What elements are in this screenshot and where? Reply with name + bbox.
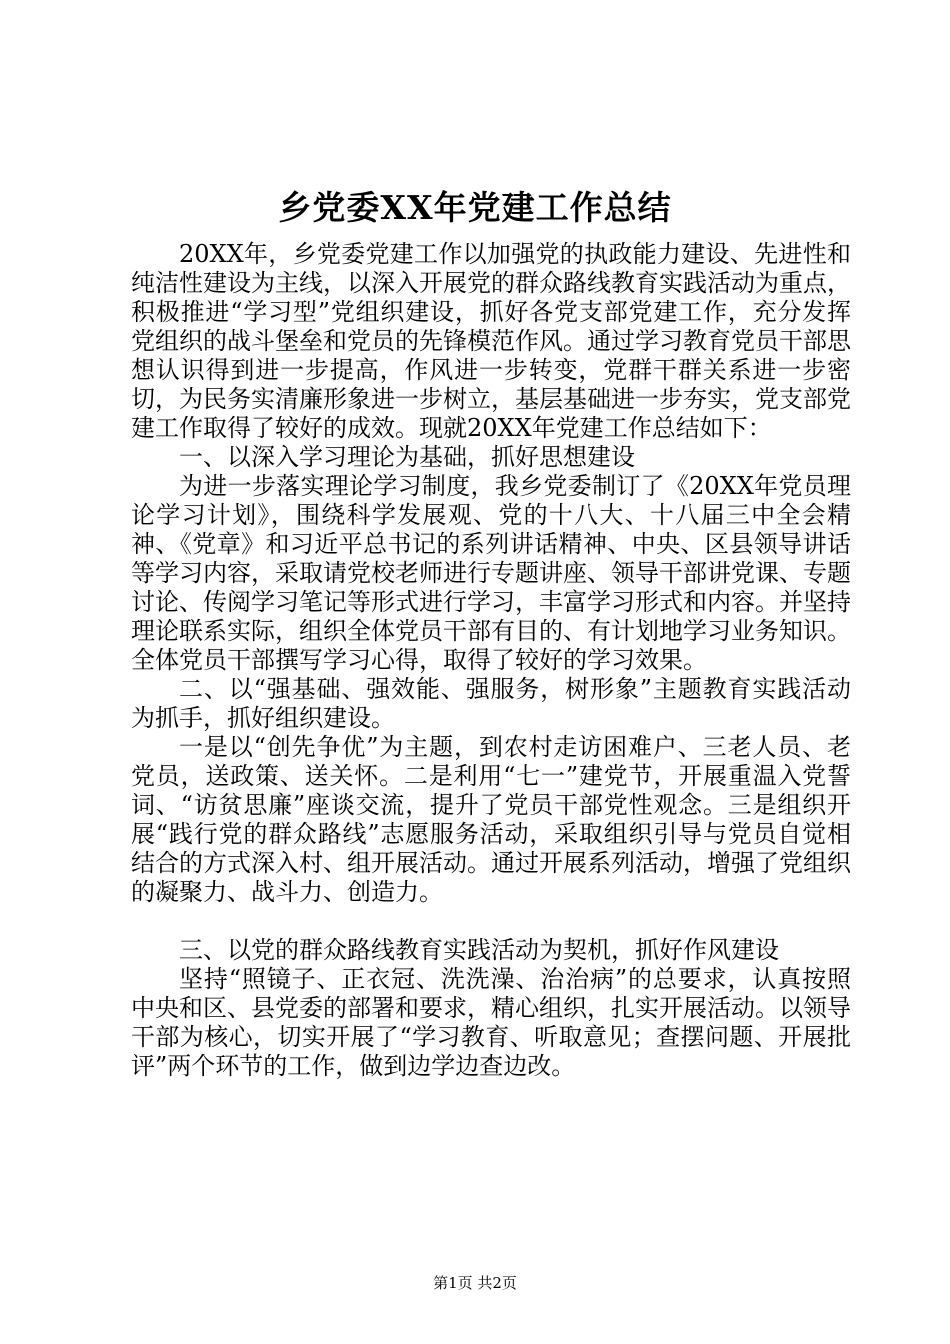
- paragraph-section-3: 坚持“照镜子、正衣冠、洗洗澡、治治病”的总要求，认真按照中央和区、县党委的部署和要求，精心组织，扎实开展活动。以领导干部为核心，切实开展了“学习教育、听取意见；查摆问题、开展批评”两个环节的工作，做到边学边查边改。: [131, 965, 851, 1080]
- document-body: [131, 240, 851, 1081]
- paragraph-section-1: 为进一步落实理论学习制度，我乡党委制订了《20XX年党员理论学习计划》，围绕科学发展观、党的十八大、十八届三中全会精神、《党章》和习近平总书记的系列讲话精神、中央、区县领导讲话等学习内容，采取请党校老师进行专题讲座、领导干部讲党课、专题讨论、传阅学习笔记等形式进行学习，丰富学习形式和内容。并坚持理论联系实际，组织全体党员干部有目的、有计划地学习业务知识。全体党员干部撰写学习心得，取得了较好的学习效果。: [131, 472, 851, 674]
- section-heading-1: 一、以深入学习理论为基础，抓好思想建设: [179, 443, 635, 471]
- paragraph-intro: 20XX年，乡党委党建工作以加强党的执政能力建设、先进性和纯洁性建设为主线，以深入开展党的群众路线教育实践活动为重点，积极推进“学习型”党组织建设，抓好各党支部党建工作，充分发挥党组织的战斗堡垒和党员的先锋模范作风。通过学习教育党员干部思想认识得到进一步提高，作风进一步转变，党群干群关系进一步密切，为民务实清廉形象进一步树立，基层基础进一步夯实，党支部党建工作取得了较好的成效。现就20XX年党建工作总结如下：: [131, 240, 851, 442]
- paragraph-section-2: 一是以“创先争优”为主题，到农村走访困难户、三老人员、老党员，送政策、送关怀。二是利用“七一”建党节，开展重温入党誓词、“访贫思廉”座谈交流，提升了党员干部党性观念。三是组织开展“践行党的群众路线”志愿服务活动，采取组织引导与党员自觉相结合的方式深入村、组开展活动。通过开展系列活动，增强了党组织的凝聚力、战斗力、创造力。: [131, 733, 851, 906]
- document-title: 乡党委XX年党建工作总结: [278, 188, 672, 227]
- page-number-footer: 第1页 共2页: [433, 1274, 517, 1292]
- section-heading-3: 三、以党的群众路线教育实践活动为契机，抓好作风建设: [179, 936, 779, 964]
- section-heading-2: 二、以“强基础、强效能、强服务，树形象”主题教育实践活动为抓手，抓好组织建设。: [131, 675, 851, 732]
